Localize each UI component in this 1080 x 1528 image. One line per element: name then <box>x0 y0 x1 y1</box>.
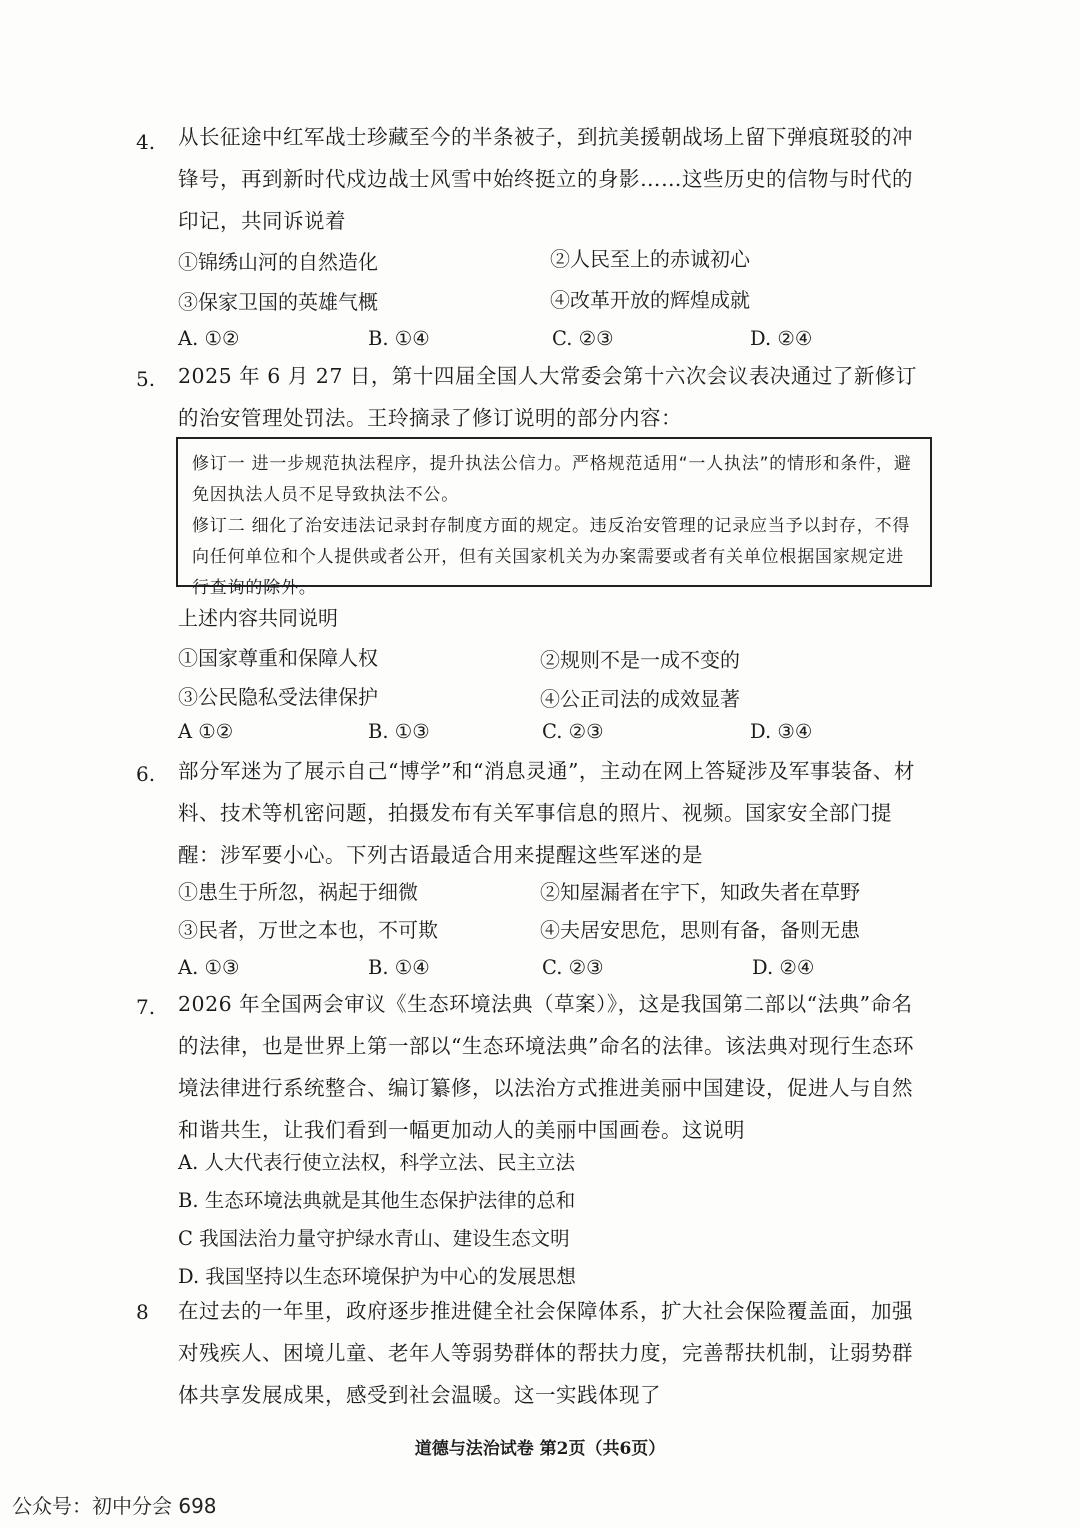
choice-c: C. ②③ <box>542 956 604 979</box>
question-4 <box>136 122 936 362</box>
excerpt-revision-2: 修订二 细化了治安违法记录封存制度方面的规定。违反治安管理的记录应当予以封存，不得向任何单位和个人提供或者公开，但有关国家机关为办案需要或者有关单位根据国家规定进行查询的除外。 <box>192 516 911 598</box>
excerpt-box <box>176 437 932 598</box>
question-stem: 2025 年 6 月 27 日，第十四届全国人大常委会第十六次会议表决通过了新修订的治安管理处罚法。王玲摘录了修订说明的部分内容： <box>178 364 917 430</box>
statement-2: ②规则不是一成不变的 <box>540 648 740 672</box>
question-number: 5. <box>136 367 156 391</box>
excerpt-revision-1: 修订一 进一步规范执法程序，提升执法公信力。严格规范适用“一人执法”的情形和条件，避免因执法人员不足导致执法不公。 <box>192 454 912 505</box>
statement-2: ②知屋漏者在宇下，知政失者在草野 <box>540 880 860 904</box>
choice-b: B. 生态环境法典就是其他生态保护法律的总和 <box>178 1189 576 1212</box>
statement-3: ③公民隐私受法律保护 <box>178 685 378 709</box>
statement-3: ③保家卫国的英雄气概 <box>178 290 378 314</box>
question-number: 6. <box>136 762 156 786</box>
question-5-options <box>136 600 936 750</box>
question-stem: 从长征途中红军战士珍藏至今的半条被子，到抗美援朝战场上留下弹痕斑驳的冲锋号，再到新时代戍边战士风雪中始终挺立的身影……这些历史的信物与时代的印记，共同诉说着 <box>178 125 913 233</box>
question-stem: 部分军迷为了展示自己“博学”和“消息灵通”，主动在网上答疑涉及军事装备、材料、技术等机密问题，拍摄发布有关军事信息的照片、视频。国家安全部门提醒：涉军要小心。下列古语最适合用来提醒这些军迷的是 <box>178 759 915 867</box>
question-stem: 2026 年全国两会审议《生态环境法典（草案）》，这是我国第二部以“法典”命名的法律，也是世界上第一部以“生态环境法典”命名的法律。该法典对现行生态环境法律进行系统整合、编订纂修，以法治方式推进美丽中国建设，促进人与自然和谐共生，让我们看到一幅更加动人的美丽中国画卷。这说明 <box>178 992 914 1142</box>
statement-4: ④夫居安思危，思则有备，备则无患 <box>540 918 860 942</box>
question-lead: 上述内容共同说明 <box>178 606 338 630</box>
statement-4: ④改革开放的辉煌成就 <box>550 288 750 312</box>
question-8 <box>136 1292 936 1422</box>
choice-d: D. ③④ <box>750 720 813 743</box>
question-number: 7. <box>136 995 156 1019</box>
choice-a: A. ①② <box>178 327 240 350</box>
choice-c: C. ②③ <box>542 720 604 743</box>
question-stem: 在过去的一年里，政府逐步推进健全社会保障体系，扩大社会保险覆盖面，加强对残疾人、困境儿童、老年人等弱势群体的帮扶力度，完善帮扶机制，让弱势群体共享发展成果，感受到社会温暖。这一实践体现了 <box>178 1299 913 1407</box>
choice-a: A. ①③ <box>178 956 240 979</box>
question-number: 4. <box>136 130 156 154</box>
statement-1: ①锦绣山河的自然造化 <box>178 250 378 274</box>
page-footer: 道德与法治试卷 第2页（共6页） <box>414 1439 666 1459</box>
statement-4: ④公正司法的成效显著 <box>540 687 740 711</box>
choice-b: B. ①④ <box>368 956 430 979</box>
choice-d: D. 我国坚持以生态环境保护为中心的发展思想 <box>178 1265 576 1288</box>
question-6 <box>136 750 936 980</box>
choice-d: D. ②④ <box>752 956 815 979</box>
choice-b: B. ①③ <box>368 720 430 743</box>
statement-1: ①国家尊重和保障人权 <box>178 646 378 670</box>
choice-c: C 我国法治力量守护绿水青山、建设生态文明 <box>178 1227 570 1250</box>
choice-a: A. 人大代表行使立法权，科学立法、民主立法 <box>178 1151 575 1174</box>
statement-2: ②人民至上的赤诚初心 <box>550 247 750 271</box>
statement-1: ①患生于所忽，祸起于细微 <box>178 880 418 904</box>
statement-3: ③民者，万世之本也，不可欺 <box>178 918 438 942</box>
choice-a: A ①② <box>178 720 234 743</box>
choice-d: D. ②④ <box>750 327 813 350</box>
question-number: 8 <box>136 1300 149 1324</box>
choice-c: C. ②③ <box>552 327 614 350</box>
watermark-text: 公众号：初中分会 698 <box>12 1494 217 1518</box>
question-7 <box>136 985 936 1288</box>
choice-b: B. ①④ <box>368 327 430 350</box>
